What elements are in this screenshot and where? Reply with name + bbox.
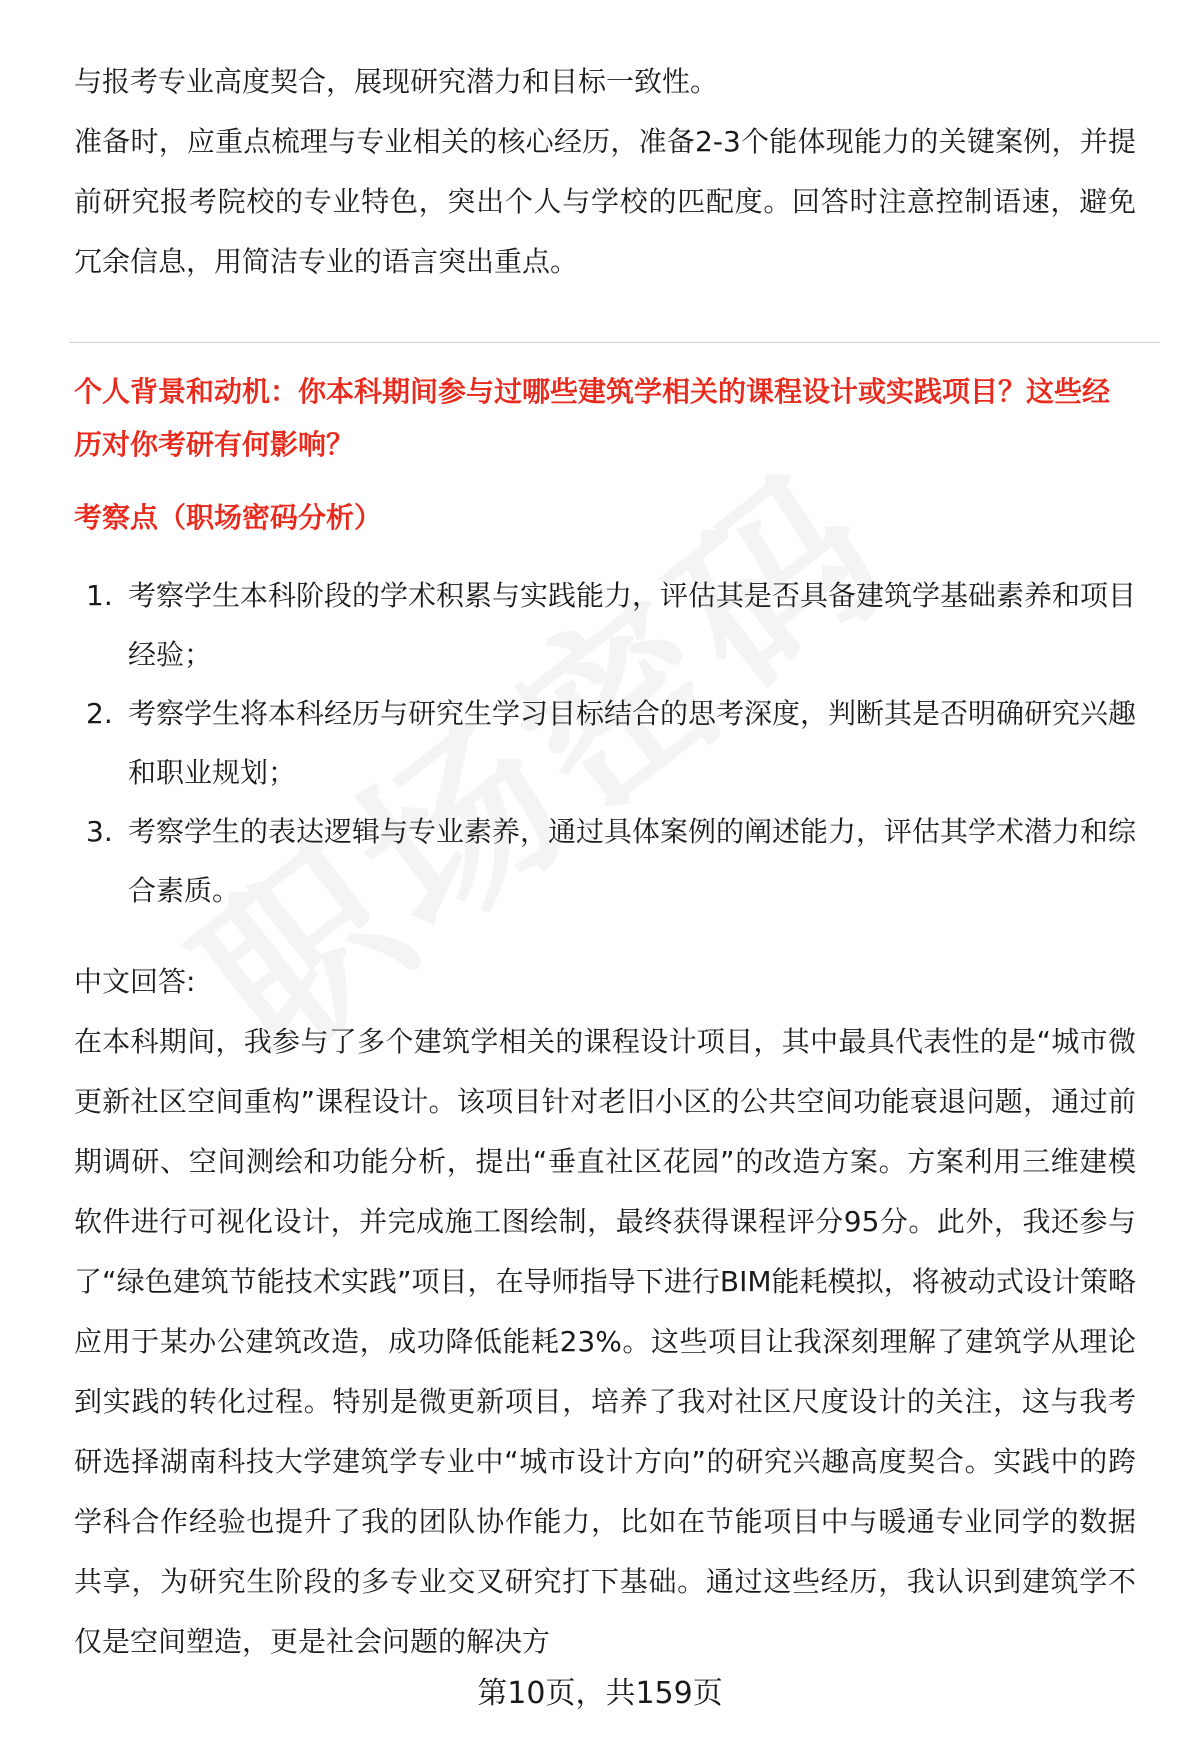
- assessment-points: [74, 566, 1136, 920]
- list-item: [74, 566, 1136, 684]
- intro-line: 与报考专业高度契合，展现研究潜力和目标一致性。: [74, 65, 719, 98]
- question-title: 个人背景和动机：你本科期间参与过哪些建筑学相关的课程设计或实践项目？这些经历对你考研有何影响？: [74, 375, 1111, 461]
- page-content: [74, 52, 1136, 1672]
- page-footer: 第10页，共159页: [477, 1676, 723, 1711]
- list-item: [74, 802, 1136, 920]
- list-number: 1.: [86, 579, 113, 612]
- list-number: 2.: [86, 697, 113, 730]
- list-text: 考察学生将本科经历与研究生学习目标结合的思考深度，判断其是否明确研究兴趣和职业规划；: [128, 697, 1137, 789]
- list-text: 考察学生本科阶段的学术积累与实践能力，评估其是否具备建筑学基础素养和项目经验；: [128, 579, 1137, 671]
- answer-text: 在本科期间，我参与了多个建筑学相关的课程设计项目，其中最具代表性的是“城市微更新社区空间重构”课程设计。该项目针对老旧小区的公共空间功能衰退问题，通过前期调研、空间测绘和功能分析，提出“垂直社区花园”的改造方案。方案利用三维建模软件进行可视化设计，并完成施工图绘制，最终获得课程评分95分。此外，我还参与了“绿色建筑节能技术实践”项目，在导师指导下进行BIM能耗模拟，将被动式设计策略应用于某办公建筑改造，成功降低能耗23%。这些项目让我深刻理解了建筑学从理论到实践的转化过程。特别是微更新项目，培养了我对社区尺度设计的关注，这与我考研选择湖南科技大学建筑学专业中“城市设计方向”的研究兴趣高度契合。实践中的跨学科合作经验也提升了我的团队协作能力，比如在节能项目中与暖通专业同学的数据共享，为研究生阶段的多专业交叉研究打下基础。通过这些经历，我认识到建筑学不仅是空间塑造，更是社会问题的解决方: [74, 1025, 1136, 1658]
- answer-label: 中文回答:: [74, 965, 196, 998]
- list-number: 3.: [86, 815, 113, 848]
- section-divider: [70, 342, 1160, 343]
- intro-paragraph: 准备时，应重点梳理与专业相关的核心经历，准备2-3个能体现能力的关键案例，并提前研究报考院校的专业特色，突出个人与学校的匹配度。回答时注意控制语速，避免冗余信息，用简洁专业的语言突出重点。: [74, 125, 1136, 278]
- list-text: 考察学生的表达逻辑与专业素养，通过具体案例的阐述能力，评估其学术潜力和综合素质。: [128, 815, 1137, 907]
- list-item: [74, 684, 1136, 802]
- question-subtitle: 考察点（职场密码分析）: [74, 501, 383, 534]
